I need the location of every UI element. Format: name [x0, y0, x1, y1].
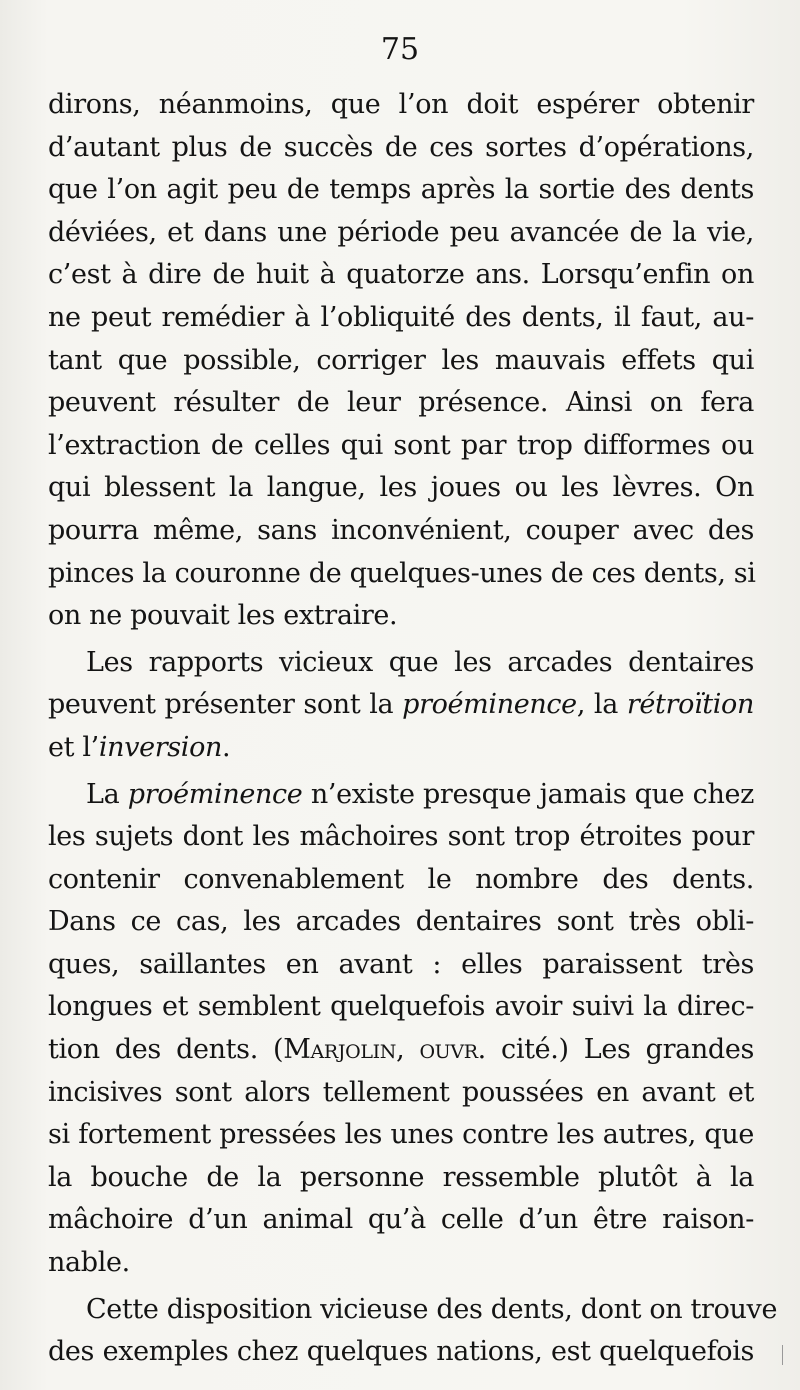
body-text: [48, 84, 778, 1374]
text-segment: incisives sont alors tellement poussées en avant et: [48, 1076, 754, 1108]
small-caps-text: ouvr: [419, 1034, 478, 1066]
text-segment: si fortement pressées les unes contre les autres, que: [48, 1119, 754, 1151]
text-line: [48, 642, 754, 685]
text-segment: La: [86, 778, 128, 810]
italic-term: proéminence: [127, 778, 303, 810]
text-line: [48, 684, 754, 727]
text-segment: .: [222, 731, 231, 763]
text-line: [48, 774, 754, 817]
text-line: [48, 986, 754, 1029]
italic-term: rétroïtion: [626, 689, 754, 721]
text-segment: mâchoire d’un animal qu’à celle d’un être raison-: [48, 1204, 754, 1236]
text-line: [48, 859, 754, 902]
text-segment: tion des dents. (: [48, 1034, 284, 1066]
text-line: [48, 297, 754, 340]
text-segment: la bouche de la personne ressemble plutôt à la: [48, 1161, 754, 1193]
text-line: [48, 169, 754, 212]
text-segment: et l’: [48, 731, 99, 763]
text-line: [48, 901, 754, 944]
text-segment: des exemples chez quelques nations, est quelquefois: [48, 1336, 754, 1368]
text-line: [48, 382, 754, 425]
text-line: [48, 127, 754, 170]
text-line: [48, 1157, 754, 1200]
margin-mark: [782, 1345, 783, 1365]
text-segment: nable.: [48, 1247, 130, 1279]
text-line: [48, 1114, 754, 1157]
text-segment: Cette disposition vicieuse des dents, dont on trouve: [86, 1293, 778, 1325]
text-segment: c’est à dire de huit à quatorze ans. Lorsqu’enfin on: [48, 259, 754, 291]
text-line: [48, 467, 754, 510]
text-segment: déviées, et dans une période peu avancée de la vie,: [48, 216, 754, 248]
text-line: [48, 1289, 778, 1332]
text-line: [48, 727, 754, 770]
text-segment: . cité.) Les grandes: [477, 1034, 754, 1066]
text-segment: d’autant plus de succès de ces sortes d’opérations,: [48, 131, 754, 163]
text-line: [48, 1029, 754, 1072]
text-segment: , la: [576, 689, 627, 721]
text-line: [48, 944, 754, 987]
text-segment: les sujets dont les mâchoires sont trop étroites pour: [48, 821, 754, 853]
text-segment: longues et semblent quelquefois avoir suivi la direc-: [48, 991, 754, 1023]
text-line: [48, 553, 754, 596]
text-line: [48, 425, 754, 468]
text-segment: qui blessent la langue, les joues ou les lèvres. On: [48, 472, 754, 504]
small-caps-text: Marjolin: [283, 1034, 397, 1066]
text-segment: pinces la couronne de quelques-unes de ces dents, si: [48, 557, 756, 589]
text-segment: ques, saillantes en avant : elles paraissent très: [48, 948, 754, 980]
text-segment: que l’on agit peu de temps après la sortie des dents: [48, 174, 754, 206]
text-line: [48, 340, 754, 383]
text-segment: peuvent présenter sont la: [48, 689, 403, 721]
text-line: [48, 212, 754, 255]
text-line: [48, 1242, 754, 1285]
text-segment: contenir convenablement le nombre des dents.: [48, 863, 754, 895]
italic-term: inversion: [98, 731, 223, 763]
text-segment: dirons, néanmoins, que l’on doit espérer obtenir: [48, 89, 754, 120]
text-line: [48, 1199, 754, 1242]
text-line: [48, 1072, 754, 1115]
text-segment: peuvent résulter de leur présence. Ainsi on fera: [48, 387, 754, 419]
text-segment: l’extraction de celles qui sont par trop difformes ou: [48, 429, 754, 461]
text-line: [48, 1331, 754, 1374]
text-segment: Les rapports vicieux que les arcades dentaires: [86, 646, 754, 678]
text-line: [48, 84, 754, 127]
text-line: [48, 595, 754, 638]
text-line: [48, 254, 754, 297]
text-segment: ,: [396, 1034, 420, 1066]
italic-term: proéminence: [402, 689, 577, 721]
text-segment: n’existe presque jamais que chez: [302, 778, 755, 810]
text-line: [48, 510, 754, 553]
text-segment: Dans ce cas, les arcades dentaires sont très obli-: [48, 906, 754, 938]
text-segment: ne peut remédier à l’obliquité des dents, il faut, au-: [48, 301, 754, 333]
text-segment: tant que possible, corriger les mauvais effets qui: [48, 344, 754, 376]
text-segment: pourra même, sans inconvénient, couper avec des: [48, 514, 754, 546]
text-line: [48, 816, 754, 859]
page-number: 75: [380, 32, 420, 67]
text-segment: on ne pouvait les extraire.: [48, 600, 398, 632]
